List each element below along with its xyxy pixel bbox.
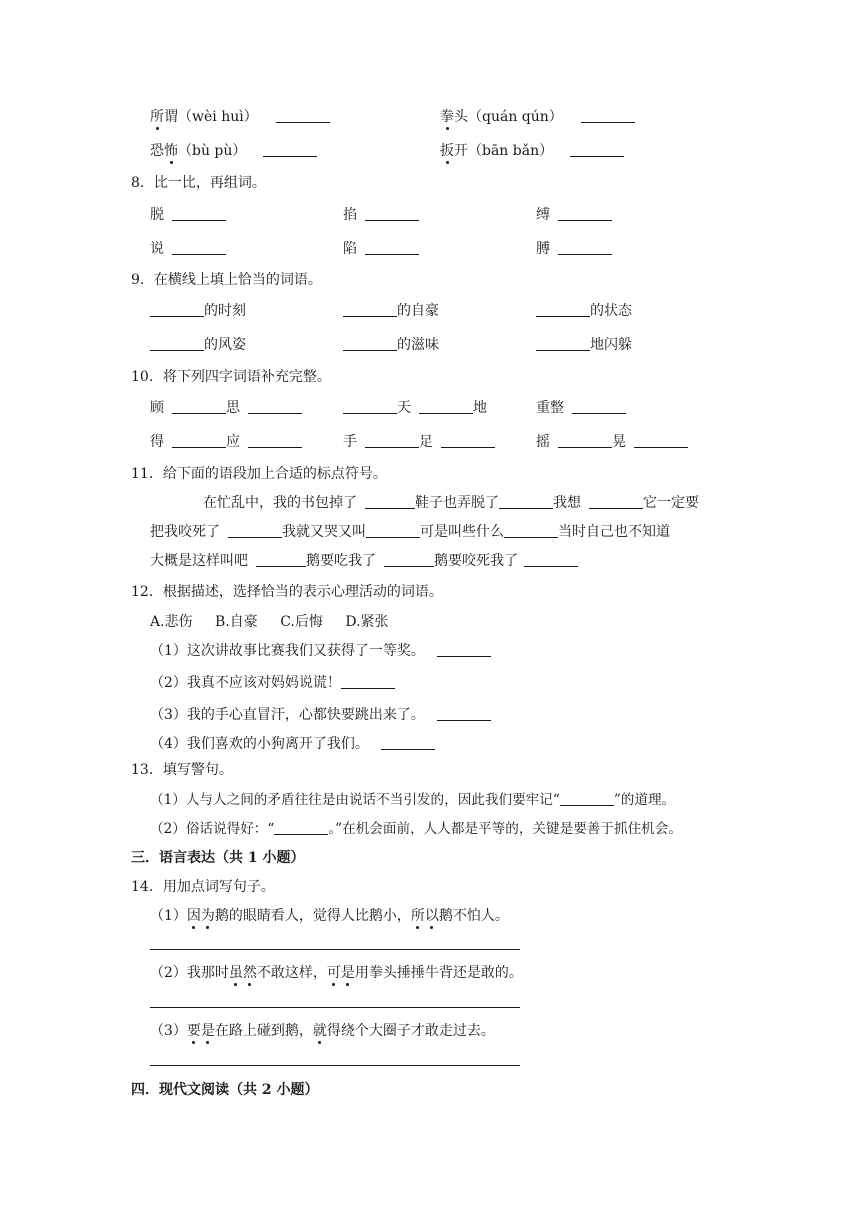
answer-blank[interactable] — [341, 674, 395, 689]
answer-blank[interactable] — [172, 240, 226, 255]
item-text: （2）俗话说得好：“ — [150, 821, 275, 837]
char: 顾 — [150, 400, 164, 416]
phrase: 的时刻 — [204, 303, 246, 319]
answer-blank[interactable] — [274, 820, 328, 835]
punct-blank[interactable] — [504, 523, 558, 538]
punct-blank[interactable] — [228, 523, 282, 538]
answer-blank[interactable] — [437, 706, 491, 721]
char: 重整 — [536, 400, 564, 416]
q7-row-2-b — [440, 141, 624, 161]
q9-item — [536, 335, 632, 355]
option-c: C.后悔 — [280, 614, 323, 630]
writing-line[interactable] — [150, 949, 520, 950]
answer-blank[interactable] — [172, 206, 226, 221]
char: 应 — [226, 434, 240, 450]
answer-blank[interactable] — [276, 108, 330, 123]
q8-item — [536, 205, 612, 225]
answer-blank[interactable] — [343, 399, 397, 414]
char: 得 — [150, 434, 164, 450]
char: 掐 — [343, 207, 357, 223]
option-d: D.紧张 — [345, 614, 389, 630]
char: 脱 — [150, 207, 164, 223]
char: 手 — [343, 434, 357, 450]
writing-line[interactable] — [150, 1065, 520, 1066]
dotted-char: 所 — [410, 908, 425, 924]
q13-item-2 — [150, 819, 682, 839]
sentence-text: 鹅不怕人。 — [438, 908, 509, 924]
option-a: A.悲伤 — [150, 614, 193, 630]
item-text: （1）这次讲故事比赛我们又获得了一等奖。 — [150, 643, 425, 659]
sentence-text: 鹅的眼睛看人，觉得人比鹅小， — [214, 908, 411, 924]
answer-blank[interactable] — [150, 302, 204, 317]
q14-sentence-2 — [150, 963, 523, 983]
char: 摇 — [536, 434, 550, 450]
dotted-char: 是 — [200, 1023, 215, 1039]
passage-text: 在忙乱中，我的书包掉了 — [203, 495, 357, 511]
q11-passage-line-1 — [203, 493, 699, 513]
sentence-text: 用拳头捶捶牛背还是敢的。 — [354, 965, 523, 981]
punct-blank[interactable] — [524, 552, 578, 567]
q7-word-a — [150, 109, 258, 125]
answer-blank[interactable] — [365, 206, 419, 221]
section-3-heading: 三．语言表达（共 1 小题） — [131, 850, 305, 866]
answer-blank[interactable] — [558, 206, 612, 221]
char: 天 — [397, 400, 411, 416]
q10-item — [343, 432, 495, 452]
answer-blank[interactable] — [437, 642, 491, 657]
q11-passage-line-2 — [150, 522, 670, 542]
phrase: 的自豪 — [397, 303, 439, 319]
q10-item — [536, 432, 688, 452]
sentence-text: （2）我那时 — [150, 965, 229, 981]
answer-blank[interactable] — [248, 433, 302, 448]
char: 晃 — [612, 434, 626, 450]
q8-item — [150, 239, 226, 259]
q8-item — [536, 239, 612, 259]
pinyin-choice: 开（bān bǎn） — [454, 143, 554, 159]
punct-blank[interactable] — [499, 494, 553, 509]
q12-item-4 — [150, 734, 435, 754]
phrase: 的滋味 — [397, 337, 439, 353]
passage-text: 当时自己也不知道 — [558, 524, 670, 540]
q14-sentence-3 — [150, 1021, 495, 1041]
q9-item — [343, 301, 439, 321]
punct-blank[interactable] — [384, 552, 434, 567]
q10-item — [150, 432, 302, 452]
answer-blank[interactable] — [558, 240, 612, 255]
sentence-text: （1） — [150, 908, 187, 924]
answer-blank[interactable] — [263, 142, 317, 157]
q12-item-3 — [150, 705, 491, 725]
char: 思 — [226, 400, 240, 416]
answer-blank[interactable] — [365, 240, 419, 255]
q9-title: 9．在横线上填上恰当的词语。 — [131, 272, 322, 288]
dotted-char: 以 — [424, 908, 439, 924]
phrase: 的状态 — [590, 303, 632, 319]
pinyin-choice: 头（quán qún） — [454, 109, 563, 125]
char: 陷 — [343, 241, 357, 257]
q9-item — [150, 301, 246, 321]
q14-title: 14．用加点词写句子。 — [131, 879, 275, 895]
answer-blank[interactable] — [343, 302, 397, 317]
q12-item-1 — [150, 641, 491, 661]
item-text: ”的道理。 — [613, 792, 676, 808]
phrase: 地闪躲 — [590, 337, 632, 353]
phrase: 的风姿 — [204, 337, 246, 353]
q14-sentence-1 — [150, 906, 509, 926]
dotted-char: 可 — [326, 965, 341, 981]
q8-item — [343, 239, 419, 259]
passage-text: 大概是这样叫吧 — [150, 553, 248, 569]
passage-text: 鹅要咬死我了 — [434, 553, 518, 569]
q7-row-1-b — [440, 107, 635, 127]
dotted-char: 扳 — [440, 143, 454, 159]
char: 缚 — [536, 207, 550, 223]
q9-item — [343, 335, 439, 355]
q13-title: 13．填写警句。 — [131, 762, 233, 778]
pinyin-choice: 谓（wèi huì） — [164, 109, 258, 125]
q8-item — [343, 205, 419, 225]
punct-blank[interactable] — [365, 494, 415, 509]
q10-item — [343, 398, 487, 418]
dotted-char: 要 — [186, 1023, 201, 1039]
section-4-heading: 四．现代文阅读（共 2 小题） — [131, 1082, 319, 1098]
q13-item-1 — [150, 790, 675, 810]
item-text: 。”在机会面前，人人都是平等的，关键是要善于抓住机会。 — [328, 821, 682, 837]
q11-title: 11．给下面的语段加上合适的标点符号。 — [131, 466, 387, 482]
q10-item — [150, 398, 302, 418]
passage-text: 把我咬死了 — [150, 524, 220, 540]
passage-text: 鞋子也弄脱了 — [415, 495, 499, 511]
answer-blank[interactable] — [365, 433, 419, 448]
dotted-char: 为 — [200, 908, 215, 924]
answer-blank[interactable] — [634, 433, 688, 448]
answer-blank[interactable] — [381, 735, 435, 750]
answer-blank[interactable] — [419, 399, 473, 414]
q7-row-2 — [150, 141, 317, 161]
item-text: （1）人与人之间的矛盾往往是由说话不当引发的，因此我们要牢记“ — [150, 792, 560, 808]
q10-title: 10．将下列四字词语补充完整。 — [131, 369, 331, 385]
dotted-char: 拳 — [440, 109, 454, 125]
punct-blank[interactable] — [256, 552, 306, 567]
item-text: （3）我的手心直冒汗，心都快要跳出来了。 — [150, 707, 425, 723]
q8-title: 8．比一比，再组词。 — [131, 175, 266, 191]
punct-blank[interactable] — [589, 494, 643, 509]
passage-text: 可是叫些什么 — [420, 524, 504, 540]
answer-blank[interactable] — [172, 433, 226, 448]
answer-blank[interactable] — [441, 433, 495, 448]
dotted-char: 虽 — [228, 965, 243, 981]
answer-blank[interactable] — [343, 336, 397, 351]
q12-item-2 — [150, 673, 395, 693]
q10-item — [536, 398, 626, 418]
dotted-char: 怖 — [164, 143, 178, 159]
q9-item — [536, 301, 632, 321]
answer-blank[interactable] — [536, 302, 590, 317]
answer-blank[interactable] — [581, 108, 635, 123]
punct-blank[interactable] — [366, 523, 420, 538]
writing-line[interactable] — [150, 1007, 520, 1008]
answer-blank[interactable] — [572, 399, 626, 414]
sentence-text: 不敢这样， — [256, 965, 327, 981]
answer-blank[interactable] — [570, 142, 624, 157]
answer-blank[interactable] — [560, 791, 614, 806]
option-b: B.自豪 — [215, 614, 258, 630]
char: 膊 — [536, 241, 550, 257]
q11-passage-line-3 — [150, 551, 578, 571]
sentence-text: 在路上碰到鹅， — [214, 1023, 313, 1039]
answer-blank[interactable] — [248, 399, 302, 414]
answer-blank[interactable] — [172, 399, 226, 414]
q12-options — [150, 612, 389, 632]
passage-text: 鹅要吃我了 — [306, 553, 376, 569]
dotted-char: 是 — [340, 965, 355, 981]
passage-text: 我想 — [553, 495, 581, 511]
sentence-text: （3） — [150, 1023, 187, 1039]
answer-blank[interactable] — [536, 336, 590, 351]
q12-title: 12．根据描述，选择恰当的表示心理活动的词语。 — [131, 584, 443, 600]
q7-row-1 — [150, 107, 330, 127]
item-text: （4）我们喜欢的小狗离开了我们。 — [150, 736, 369, 752]
passage-text: 它一定要 — [643, 495, 699, 511]
q9-item — [150, 335, 246, 355]
sentence-text: 得绕个大圈子才敢走过去。 — [326, 1023, 495, 1039]
dotted-char: 因 — [186, 908, 201, 924]
dotted-char: 然 — [242, 965, 257, 981]
passage-text: 我就又哭又叫 — [282, 524, 366, 540]
char: 说 — [150, 241, 164, 257]
answer-blank[interactable] — [150, 336, 204, 351]
q8-item — [150, 205, 226, 225]
dotted-char: 所 — [150, 109, 164, 125]
char: 恐 — [150, 143, 164, 159]
item-text: （2）我真不应该对妈妈说谎！ — [150, 675, 341, 691]
answer-blank[interactable] — [558, 433, 612, 448]
char: 足 — [419, 434, 433, 450]
char: 地 — [473, 400, 487, 416]
pinyin-choice: （bù pù） — [178, 143, 247, 159]
dotted-char: 就 — [312, 1023, 327, 1039]
